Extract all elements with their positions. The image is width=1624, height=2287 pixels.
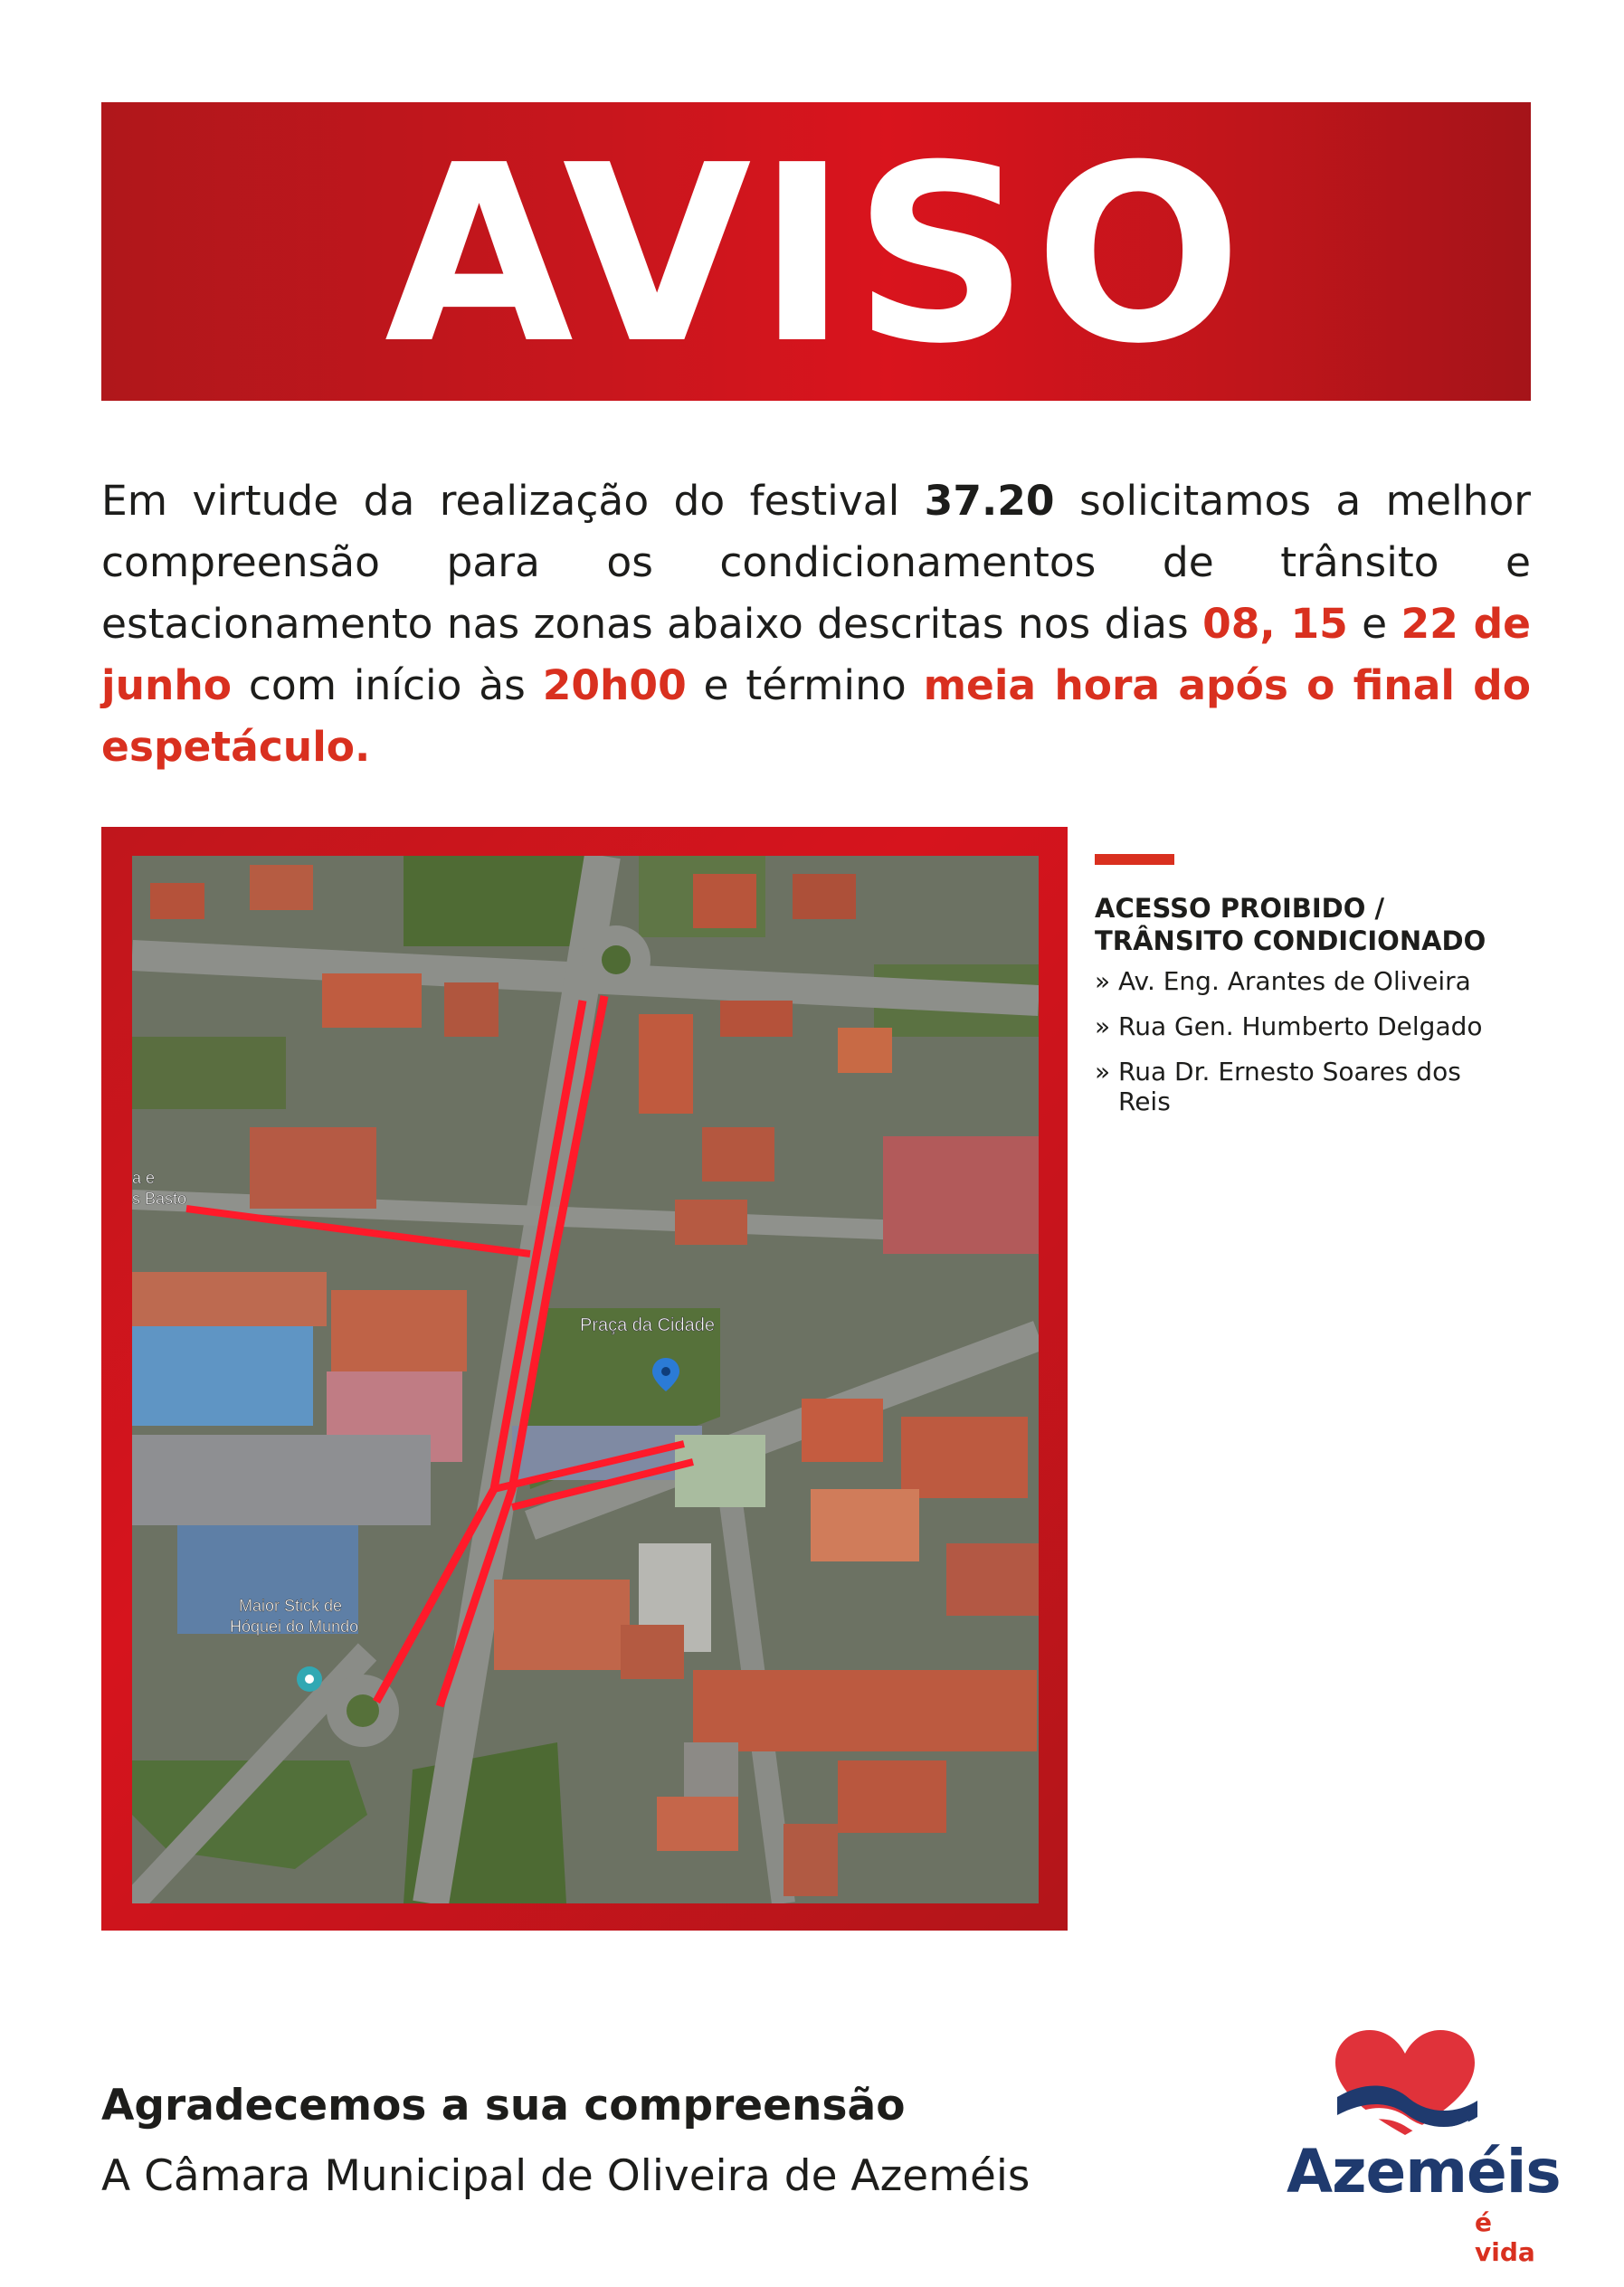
label-praca: Praça da Cidade bbox=[580, 1315, 715, 1335]
intro-text-2: solicitamos a melhor compreensão para os condicionamentos de trânsito e estacionamento nas zonas abaixo descritas nos dias bbox=[101, 477, 1531, 648]
legend-item-2: » Rua Gen. Humberto Delgado bbox=[1095, 1011, 1483, 1041]
label-stick-2: Hóquei do Mundo bbox=[230, 1618, 359, 1636]
thanks-text: Agradecemos a sua compreensão bbox=[101, 2081, 906, 2130]
heart-wave-icon bbox=[1328, 2026, 1482, 2144]
label-edge-1: a e bbox=[132, 1169, 156, 1187]
logo-tagline: é vida bbox=[1475, 2207, 1535, 2267]
legend-item-3: » Rua Dr. Ernesto Soares dos Reis bbox=[1095, 1057, 1461, 1116]
aerial-map-drawing bbox=[132, 856, 1039, 1903]
legend-list bbox=[1095, 966, 1520, 1116]
dates-b: 22 de junho bbox=[101, 600, 1532, 709]
label-stick-1: Maior Stick de bbox=[239, 1597, 343, 1615]
aerial-map bbox=[132, 856, 1039, 1903]
festival-name: 37.20 bbox=[924, 477, 1055, 525]
intro-paragraph bbox=[101, 470, 1531, 778]
legend-red-bar bbox=[1095, 854, 1174, 865]
aviso-banner bbox=[101, 102, 1531, 401]
map-frame bbox=[101, 827, 1068, 1931]
dates-a: 08, 15 bbox=[1202, 600, 1348, 648]
intro-text-5: e término bbox=[686, 661, 924, 709]
intro-text-3: e bbox=[1347, 600, 1401, 648]
intro-text-1: Em virtude da realização do festival bbox=[101, 477, 925, 525]
banner-title: AVISO bbox=[384, 112, 1249, 397]
azemeis-logo bbox=[1267, 2026, 1561, 2267]
signature-text: A Câmara Municipal de Oliveira de Azeméis bbox=[101, 2151, 1030, 2201]
logo-wordmark: Azeméis bbox=[1287, 2137, 1561, 2206]
intro-text-4: com início às bbox=[232, 661, 543, 709]
legend-item-1: » Av. Eng. Arantes de Oliveira bbox=[1095, 966, 1471, 996]
legend-title-1: ACESSO PROIBIDO / bbox=[1095, 893, 1385, 924]
legend bbox=[1095, 854, 1520, 1132]
label-edge-2: s Basto bbox=[132, 1190, 187, 1208]
end-note: meia hora após o final do espetáculo. bbox=[101, 661, 1532, 771]
legend-title-2: TRÂNSITO CONDICIONADO bbox=[1095, 925, 1486, 956]
start-time: 20h00 bbox=[542, 661, 687, 709]
